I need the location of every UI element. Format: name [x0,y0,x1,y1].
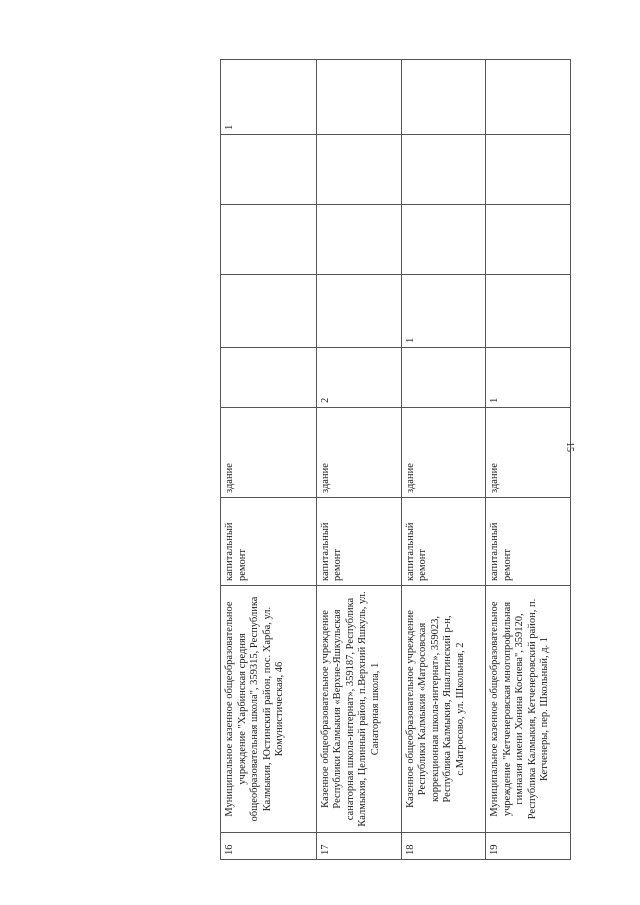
page-number: 15 [564,442,575,452]
value-cell-3 [401,205,486,275]
value-cell-4 [221,135,317,205]
value-cell-5 [401,60,486,135]
value-cell-5: 1 [221,60,317,135]
value-cell-1 [221,348,317,408]
work-type: капитальный ремонт [401,498,486,586]
facility-table [220,59,571,860]
value-cell-2 [486,275,571,348]
row-number: 19 [486,833,571,860]
value-cell-1 [401,348,486,408]
work-type: капитальный ремонт [486,498,571,586]
object-type: здание [486,408,571,498]
value-cell-5 [316,60,401,135]
value-cell-3 [316,205,401,275]
object-type: здание [316,408,401,498]
value-cell-2: 1 [401,275,486,348]
value-cell-1: 1 [486,348,571,408]
table-row [221,60,317,860]
value-cell-1: 2 [316,348,401,408]
table-row [401,60,486,860]
object-type: здание [401,408,486,498]
institution-name: Казенное общеобразовательное учреждение Республики Калмыкия «Матросовская коррекционная школа-интернат», 359023, Республика Калмыкия, Яшалтинский р-н, с.Матросово, ул. Школьная, 2 [401,586,486,833]
value-cell-3 [221,205,317,275]
table-row [316,60,401,860]
value-cell-2 [221,275,317,348]
row-number: 17 [316,833,401,860]
institution-name: Казенное общеобразовательное учреждение Республики Калмыкия «Верхне-Яшкульская санаторная школа-интернат», 359187, Республика Калмыкия, Целинный район, п.Верхний Яшкуль, ул. Санаторная школа, 1 [316,586,401,833]
table-row [486,60,571,860]
work-type: капитальный ремонт [316,498,401,586]
institution-name: Муниципальное казенное общеобразовательное учреждение "Кетченеровская многопрофильная гимназия имени Хонина Косиева", 359120, Республика Калмыкия, Кетченеровский район, п. Кетченеры, пер. Школьный, д. 1 [486,586,571,833]
work-type: капитальный ремонт [221,498,317,586]
value-cell-2 [316,275,401,348]
value-cell-5 [486,60,571,135]
row-number: 18 [401,833,486,860]
value-cell-4 [316,135,401,205]
value-cell-4 [486,135,571,205]
object-type: здание [221,408,317,498]
row-number: 16 [221,833,317,860]
rotated-table-frame [220,60,571,860]
institution-name: Муниципальное казенное общеобразовательное учреждение "Харбинская средняя общеобразовательная школа", 359315, Республика Калмыкия, Юстинский район, пос. Харба, ул. Комунистическая, 46 [221,586,317,833]
value-cell-4 [401,135,486,205]
value-cell-3 [486,205,571,275]
